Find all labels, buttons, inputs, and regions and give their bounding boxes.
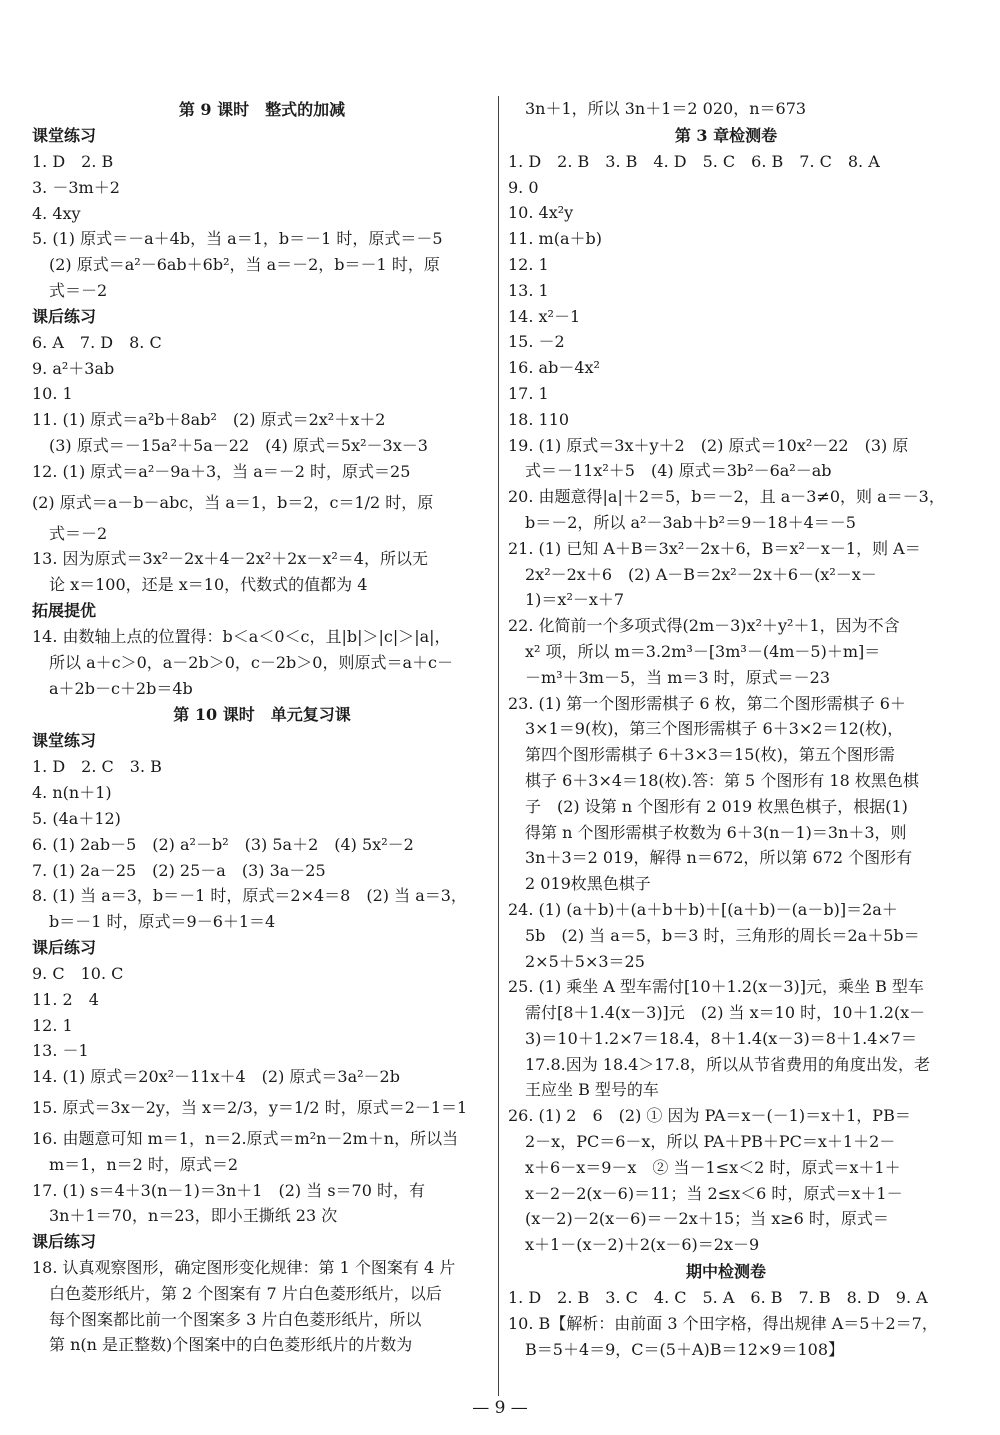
answer-line-continued: 2 019枚黑色棋子 <box>525 874 651 894</box>
answer-line-continued: (2) 原式＝a²－6ab＋6b²，当 a＝－2，b＝－1 时，原 <box>49 255 440 275</box>
answer-line: 11. 2 4 <box>32 989 99 1009</box>
answer-line-continued: 2x²－2x＋6 (2) A－B＝2x²－2x＋6－(x²－x－ <box>525 564 877 584</box>
answer-line: 20. 由题意得|a|＋2＝5，b＝－2，且 a－3≠0，则 a＝－3， <box>508 487 945 507</box>
answer-line-continued: 第 n(n 是正整数)个图案中的白色菱形纸片的片数为 <box>49 1335 413 1355</box>
answer-line: 3. －3m＋2 <box>32 177 120 197</box>
answer-line: 9. C 10. C <box>32 963 124 983</box>
answer-line: 1. D 2. B <box>32 152 114 171</box>
subsection-heading: 课后练习 <box>32 1232 97 1252</box>
answer-line-continued: 式＝－2 <box>49 280 108 300</box>
column-divider <box>498 96 499 1396</box>
answer-line: 6. (1) 2ab－5 (2) a²－b² (3) 5a＋2 (4) 5x²－2 <box>32 834 414 854</box>
answer-line-continued: 3n＋3＝2 019，解得 n＝672，所以第 672 个图形有 <box>525 848 913 868</box>
subsection-heading: 课堂练习 <box>32 126 97 145</box>
answer-line-continued: 所以 a＋c＞0，a－2b＞0，c－2b＞0，则原式＝a＋c－ <box>49 652 453 672</box>
answer-line: 1. D 2. C 3. B <box>32 757 162 777</box>
answer-line-continued: 式＝－2 <box>49 523 108 543</box>
answer-line-continued: 5b (2) 当 a＝5，b＝3 时，三角形的周长＝2a＋5b＝ <box>525 925 920 945</box>
answer-line: 5. (4a＋12) <box>32 808 121 828</box>
answer-line: 8. (1) 当 a＝3，b＝－1 时，原式＝2×4＝8 (2) 当 a＝3， <box>32 886 467 906</box>
answer-line: 6. A 7. D 8. C <box>32 332 162 352</box>
answer-line-continued: x－2－2(x－6)＝11；当 2≤x＜6 时，原式＝x＋1－ <box>525 1183 903 1203</box>
answer-line: 13. －1 <box>32 1041 89 1061</box>
answer-line-continued: 得第 n 个图形需棋子枚数为 6＋3(n－1)＝3n＋3，则 <box>525 822 907 842</box>
answer-line: 17. (1) s＝4＋3(n－1)＝3n＋1 (2) 当 s＝70 时，有 <box>32 1180 425 1200</box>
answer-line-continued: x＋6－x＝9－x ② 当－1≤x＜2 时，原式＝x＋1＋ <box>525 1157 901 1177</box>
answer-line-continued: 1)＝x²－x＋7 <box>525 590 625 610</box>
answer-line-continued: 子 (2) 设第 n 个图形有 2 019 枚黑色棋子，根据(1) <box>525 796 908 816</box>
section-title: 第 3 章检测卷 <box>674 125 778 145</box>
answer-line-continued: 每个图案都比前一个图案多 3 片白色菱形纸片，所以 <box>49 1309 422 1329</box>
answer-line: 12. 1 <box>32 1015 73 1035</box>
answer-line: 24. (1) (a＋b)＋(a＋b＋b)＋[(a＋b)－(a－b)]＝2a＋ <box>508 899 898 919</box>
answer-line: 21. (1) 已知 A＋B＝3x²－2x＋6，B＝x²－x－1，则 A＝ <box>508 538 921 558</box>
answer-line: 4. 4xy <box>32 203 81 223</box>
answer-line: 7. (1) 2a－25 (2) 25－a (3) 3a－25 <box>32 860 326 880</box>
answer-line-continued: (3) 原式＝－15a²＋5a－22 (4) 原式＝5x²－3x－3 <box>49 435 428 455</box>
answer-line: 25. (1) 乘坐 A 型车需付[10＋1.2(x－3)]元，乘坐 B 型车 <box>508 977 924 997</box>
answer-line: 4. n(n＋1) <box>32 783 112 803</box>
answer-line-continued: 3n＋1＝70，n＝23，即小王撕纸 23 次 <box>49 1206 338 1226</box>
answer-line-continued: b＝－1 时，原式＝9－6＋1＝4 <box>49 912 276 932</box>
answer-line: 17. 1 <box>508 383 549 403</box>
answer-line: 10. 4x²y <box>508 203 574 223</box>
answer-line: 14. x²－1 <box>508 306 581 326</box>
answer-line-continued: (x－2)－2(x－6)＝－2x＋15；当 x≥6 时，原式＝ <box>525 1209 889 1229</box>
answer-line: 9. a²＋3ab <box>32 358 115 378</box>
answer-line-continued: 3)＝10＋1.2×7＝18.4，8＋1.4(x－3)＝8＋1.4×7＝ <box>525 1028 917 1048</box>
answer-line: 9. 0 <box>508 177 539 197</box>
answer-line-continued: 王应坐 B 型号的车 <box>525 1080 659 1100</box>
answer-line: 10. 1 <box>32 384 73 404</box>
answer-line-continued: B＝5＋4＝9，C＝(5＋A)B＝12×9＝108】 <box>525 1339 845 1359</box>
answer-line: 18. 110 <box>508 409 570 429</box>
section-title: 第 9 课时 整式的加减 <box>178 100 346 119</box>
answer-line-continued: 3n＋1，所以 3n＋1＝2 020，n＝673 <box>525 99 807 118</box>
answer-line: 13. 因为原式＝3x²－2x＋4－2x²＋2x－x²＝4，所以无 <box>32 549 428 569</box>
answer-line: 14. 由数轴上点的位置得：b＜a＜0＜c，且|b|＞|c|＞|a|， <box>32 626 451 646</box>
answer-line-continued: 论 x＝100，还是 x＝10，代数式的值都为 4 <box>49 575 368 595</box>
answer-line: 1. D 2. B 3. C 4. C 5. A 6. B 7. B 8. D 9. A <box>508 1288 928 1308</box>
answer-line: 14. (1) 原式＝20x²－11x＋4 (2) 原式＝3a²－2b <box>32 1067 400 1087</box>
answer-line: 15. 原式＝3x－2y，当 x＝2/3，y＝1/2 时，原式＝2－1＝1 <box>32 1097 468 1117</box>
subsection-heading: 拓展提优 <box>32 600 97 620</box>
answer-line: 13. 1 <box>508 280 549 300</box>
answer-line-continued: x² 项，所以 m＝3.2m³－[3m³－(4m－5)＋m]＝ <box>525 641 881 661</box>
answer-line: 15. －2 <box>508 332 565 352</box>
answer-line: 16. 由题意可知 m＝1，n＝2.原式＝m²n－2m＋n，所以当 <box>32 1128 459 1148</box>
answer-line-continued: 棋子 6＋3×4＝18(枚).答：第 5 个图形有 18 枚黑色棋 <box>525 770 919 790</box>
answer-line: 12. 1 <box>508 254 549 274</box>
answer-line: 1. D 2. B 3. B 4. D 5. C 6. B 7. C 8. A <box>508 151 880 171</box>
answer-line: 26. (1) 2 6 (2) ① 因为 PA＝x－(－1)＝x＋1，PB＝ <box>508 1106 911 1126</box>
answer-line: 23. (1) 第一个图形需棋子 6 枚，第二个图形需棋子 6＋ <box>508 693 906 713</box>
section-title: 第 10 课时 单元复习课 <box>173 705 351 725</box>
answer-line-continued: b＝－2，所以 a²－3ab＋b²＝9－18＋4＝－5 <box>525 512 856 532</box>
answer-line-continued: m＝1，n＝2 时，原式＝2 <box>49 1154 239 1174</box>
subsection-heading: 课后练习 <box>32 306 97 326</box>
answer-line: 12. (1) 原式＝a²－9a＋3，当 a＝－2 时，原式＝25 <box>32 461 411 481</box>
left-column <box>32 96 492 1358</box>
answer-line-continued: 2－x，PC＝6－x，所以 PA＋PB＋PC＝x＋1＋2－ <box>525 1132 896 1152</box>
answer-line: 16. ab－4x² <box>508 358 600 378</box>
answer-line-continued: 白色菱形纸片，第 2 个图案有 7 片白色菱形纸片，以后 <box>49 1283 442 1303</box>
answer-line: 5. (1) 原式＝－a＋4b，当 a＝1，b＝－1 时，原式＝－5 <box>32 229 443 249</box>
answer-line-continued: 17.8.因为 18.4＞17.8，所以从节省费用的角度出发，老 <box>525 1054 931 1074</box>
right-column <box>508 96 944 1362</box>
answer-line-continued: －m³＋3m－5，当 m＝3 时，原式＝－23 <box>525 667 831 687</box>
answer-line-continued: 式＝－11x²＋5 (4) 原式＝3b²－6a²－ab <box>525 461 832 481</box>
answer-line: 11. m(a＋b) <box>508 229 602 249</box>
answer-line-continued: x＋1－(x－2)＋2(x－6)＝2x－9 <box>525 1235 760 1255</box>
answer-line: 22. 化简前一个多项式得(2m－3)x²＋y²＋1，因为不含 <box>508 616 900 636</box>
answer-line: 18. 认真观察图形，确定图形变化规律：第 1 个图案有 4 片 <box>32 1258 456 1278</box>
answer-line: (2) 原式＝a－b－abc，当 a＝1，b＝2，c＝1/2 时，原 <box>32 492 434 512</box>
section-title: 期中检测卷 <box>685 1262 766 1282</box>
page-number: — 9 — <box>472 1398 528 1418</box>
subsection-heading: 课后练习 <box>32 937 97 957</box>
answer-line: 19. (1) 原式＝3x＋y＋2 (2) 原式＝10x²－22 (3) 原 <box>508 435 909 455</box>
subsection-heading: 课堂练习 <box>32 731 97 751</box>
answer-line-continued: 2×5＋5×3＝25 <box>525 951 645 971</box>
answer-line-continued: 需付[8＋1.4(x－3)]元 (2) 当 x＝10 时，10＋1.2(x－ <box>525 1003 926 1023</box>
answer-line-continued: 第四个图形需棋子 6＋3×3＝15(枚)，第五个图形需 <box>525 745 895 765</box>
answer-line-continued: 3×1＝9(枚)，第三个图形需棋子 6＋3×2＝12(枚)， <box>525 719 904 739</box>
answer-line: 11. (1) 原式＝a²b＋8ab² (2) 原式＝2x²＋x＋2 <box>32 410 386 430</box>
answer-line-continued: a＋2b－c＋2b＝4b <box>49 678 193 698</box>
answer-line: 10. B【解析：由前面 3 个田字格，得出规律 A＝5＋2＝7， <box>508 1313 938 1333</box>
